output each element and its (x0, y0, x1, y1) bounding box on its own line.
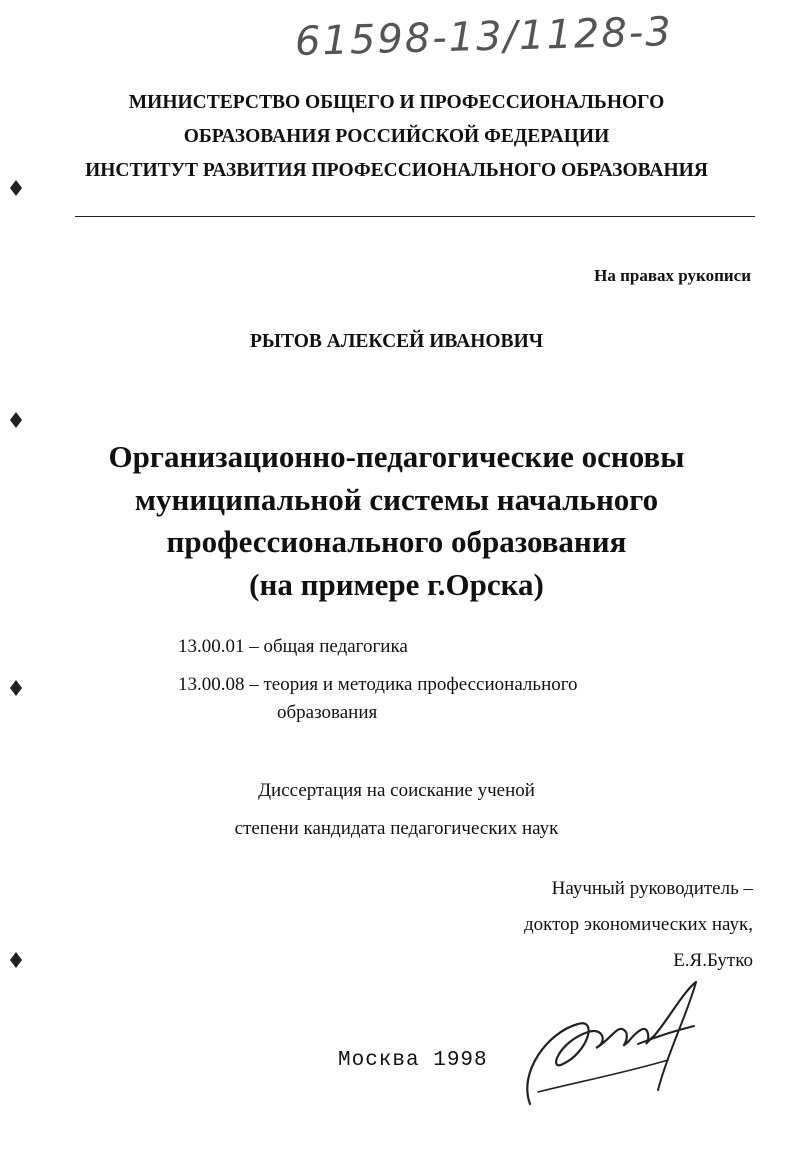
degree-line-1: Диссертация на соискание ученой (258, 780, 535, 801)
supervisor-role: Научный руководитель – (551, 878, 753, 899)
title-line-3: профессионального образования (166, 524, 627, 559)
dissertation-title (0, 436, 793, 606)
specialty-2: 13.00.08 – теория и методика профессионального (178, 674, 578, 695)
punch-hole-mark (10, 412, 22, 428)
specialty-name: общая педагогика (263, 636, 408, 657)
punch-hole-mark (10, 180, 22, 196)
supervisor-name: Е.Я.Бутко (673, 950, 753, 971)
supervisor-degree: доктор экономических наук, (523, 914, 753, 935)
specialty-name: теория и методика профессионального (263, 674, 578, 695)
city-year: Москва 1998 (338, 1049, 488, 1072)
specialty-code: 13.00.01 (178, 636, 245, 657)
degree-line-2: степени кандидата педагогических наук (234, 818, 559, 839)
author-name: РЫТОВ АЛЕКСЕЙ ИВАНОВИЧ (249, 331, 544, 352)
specialty-code: 13.00.08 (178, 674, 245, 695)
header-divider (75, 216, 755, 217)
ministry-line-2: ОБРАЗОВАНИЯ РОССИЙСКОЙ ФЕДЕРАЦИИ (183, 126, 610, 147)
handwritten-signature (518, 972, 708, 1112)
specialty-2-continuation: образования (277, 702, 378, 723)
handwritten-catalog-number: 61598-13/1128-3 (294, 9, 674, 65)
punch-hole-mark (10, 952, 22, 968)
title-line-1: Организационно-педагогические основы (108, 439, 685, 474)
title-line-2: муниципальной системы начального (134, 481, 659, 517)
supervisor-block (524, 871, 753, 979)
institute-line: ИНСТИТУТ РАЗВИТИЯ ПРОФЕССИОНАЛЬНОГО ОБРАЗОВАНИЯ (85, 160, 708, 181)
degree-statement (0, 772, 793, 848)
specialty-1: 13.00.01 – общая педагогика (178, 636, 408, 657)
punch-hole-mark (10, 680, 22, 696)
rights-note: На правах рукописи (594, 266, 751, 285)
title-line-4: (на примере г.Орска) (249, 566, 544, 602)
ministry-line-1: МИНИСТЕРСТВО ОБЩЕГО И ПРОФЕССИОНАЛЬНОГО (128, 92, 665, 113)
ministry-header (0, 86, 793, 188)
